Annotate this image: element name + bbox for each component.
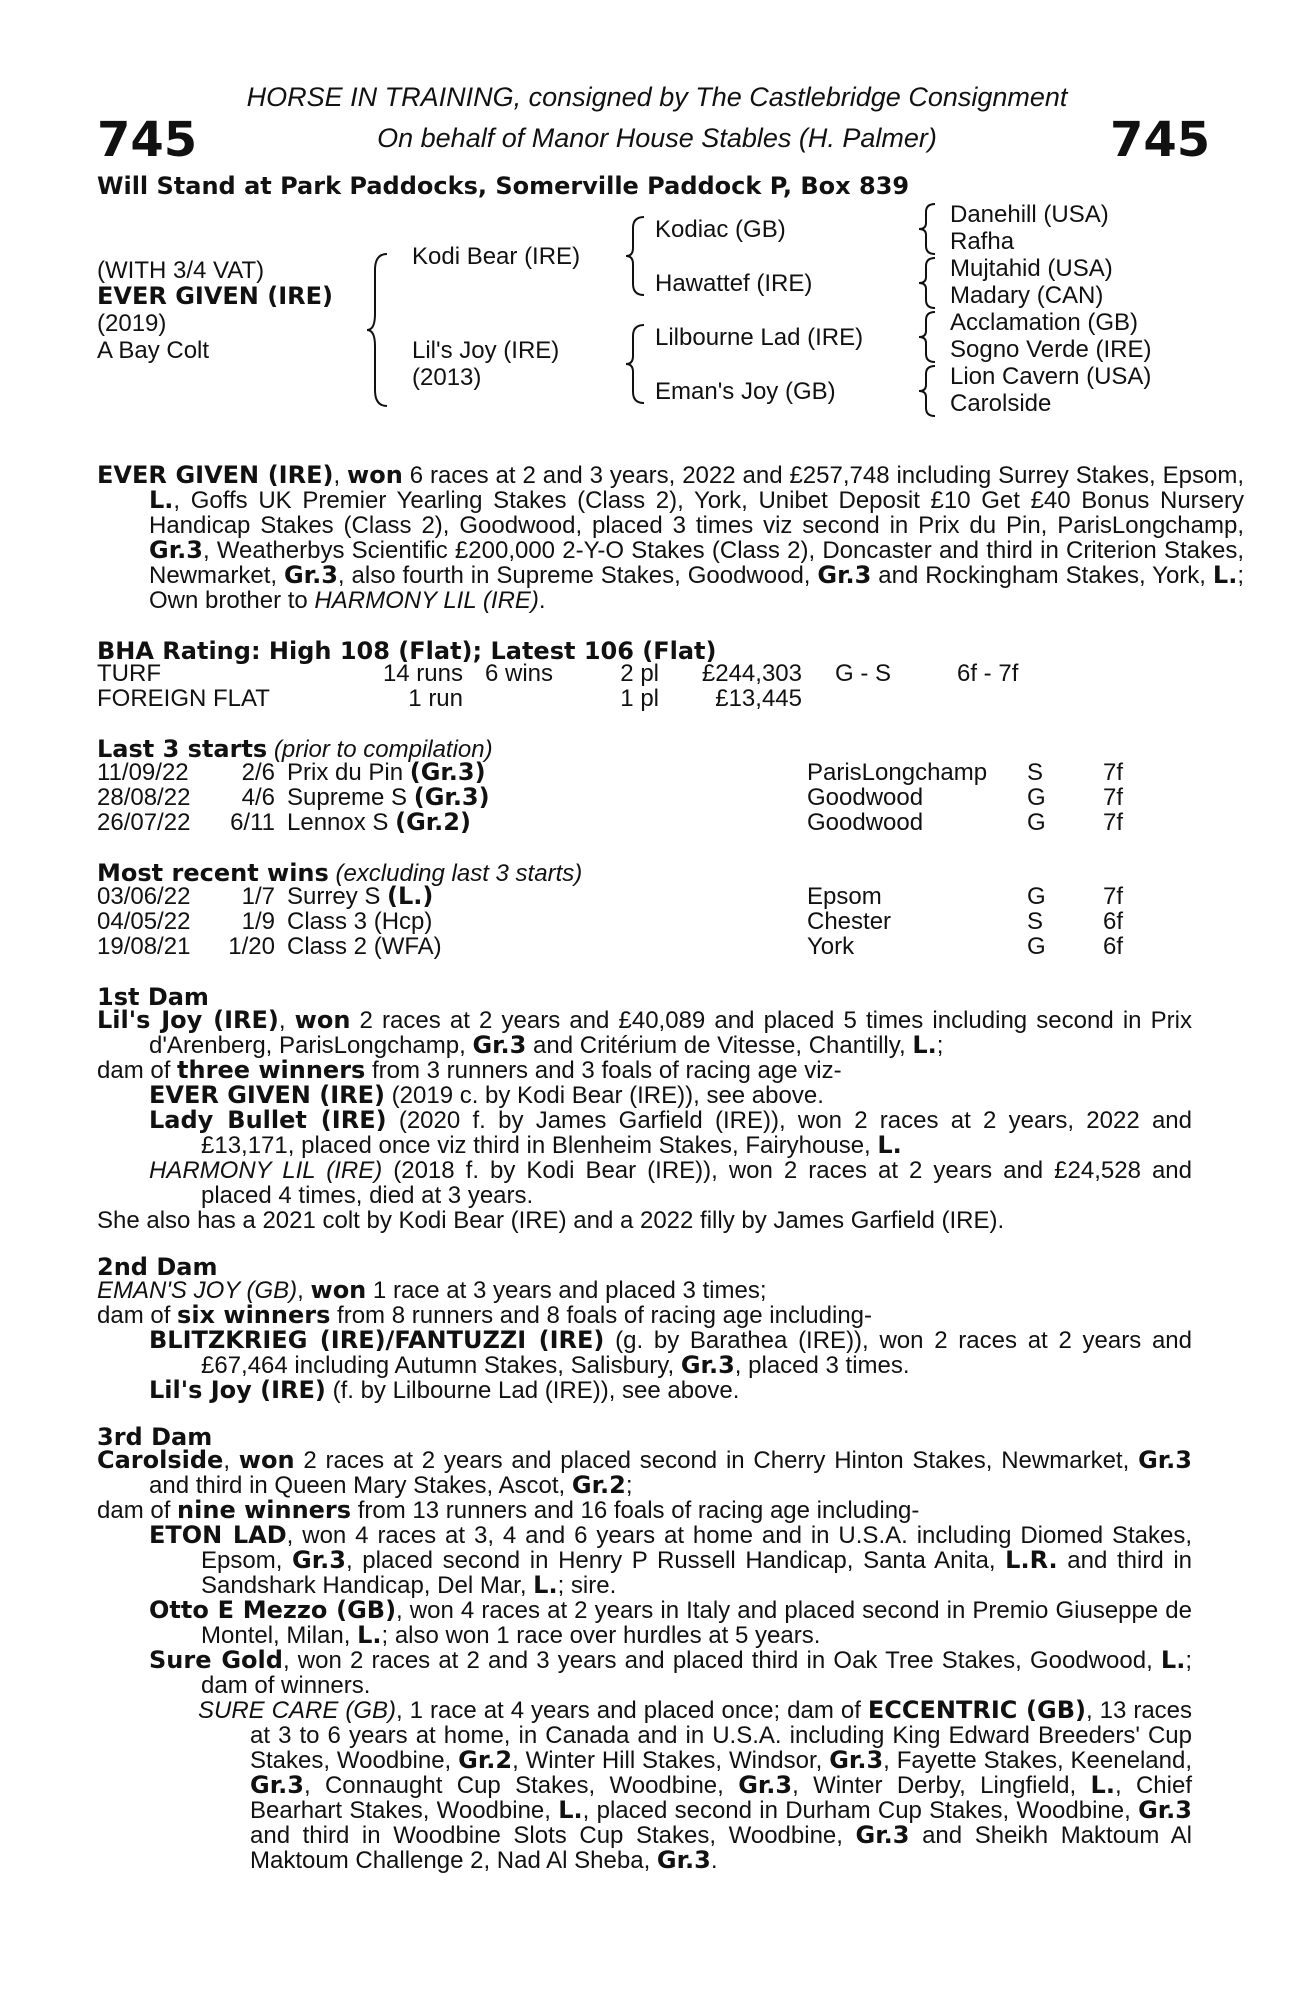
last3-row-position: 6/11: [230, 809, 275, 836]
brace-g4: [917, 364, 939, 418]
last3-row-course: Goodwood: [807, 809, 924, 836]
brace-sire-parents: [624, 214, 650, 298]
bha-prize-money: £244,303: [701, 660, 802, 687]
last3-row-position: 2/6: [241, 759, 275, 786]
last3-row-going: G: [1027, 809, 1046, 836]
last3-row-going: S: [1027, 759, 1044, 786]
brace-g3: [917, 310, 939, 364]
recent-row-position: 1/9: [241, 908, 275, 935]
last3-row-course: ParisLongchamp: [807, 759, 988, 786]
recent-row-date: 19/08/21: [97, 933, 191, 960]
bha-runs: 14 runs: [382, 660, 463, 687]
last3-row-race: Lennox S (Gr.2): [287, 808, 471, 836]
last3-row-distance: 7f: [1103, 759, 1124, 786]
bha-row-label: FOREIGN FLAT: [97, 685, 270, 712]
recent-row-race: Class 3 (Hcp): [287, 908, 433, 935]
horse-name: EVER GIVEN (IRE): [97, 282, 333, 310]
sire: Kodi Bear (IRE): [412, 243, 581, 270]
dam-year: (2013): [412, 364, 482, 391]
last3-row-date: 28/08/22: [97, 784, 191, 811]
recent-row-date: 04/05/22: [97, 908, 191, 935]
brace-sire-dam: [365, 250, 395, 410]
ggp-8: Carolside: [950, 390, 1052, 417]
bha-prize-money: £13,445: [715, 685, 802, 712]
recent-row-going: G: [1027, 933, 1046, 960]
bha-placed: 2 pl: [620, 660, 659, 687]
last3-heading: Last 3 starts (prior to compilation): [97, 735, 493, 763]
third-dam-section: Carolside, won 2 races at 2 years and placed second in Cherry Hinton Stakes, Newmarket, Gr.3 and third in Queen Mary Stakes, Ascot, Gr.2; dam of nine winners from 13 runners and 16 foals of racing age including- ETON LAD, won 4 races at 3, 4 and 6 years at home and in U.S.A. including Diomed Stakes, Epsom, Gr.3, placed second in Henry P Russell Handicap, Santa Anita, L.R. and third in Sandshark Handicap, Del Mar, L.; sire. Otto E Mezzo (GB), won 4 races at 2 years in Italy and placed second in Premio Giuseppe de Montel, Milan, L.; also won 1 race over hurdles at 5 years. Sure Gold, won 2 races at 2 and 3 years and placed third in Oak Tree Stakes, Goodwood, L.; dam of winners. SURE CARE (GB), 1 race at 4 years and placed once; dam of ECCENTRIC (GB), 13 races at 3 to 6 years at home, in Canada and in U.S.A. including King Edward Breeders' Cup Stakes, Woodbine, Gr.2, Winter Hill Stakes, Windsor, Gr.3, Fayette Stakes, Keeneland, Gr.3, Connaught Cup Stakes, Woodbine, Gr.3, Winter Derby, Lingfield, L., Chief Bearhart Stakes, Woodbine, L., placed second in Durham Cup Stakes, Woodbine, Gr.3 and third in Woodbine Slots Cup Stakes, Woodbine, Gr.3 and Sheikh Maktoum Al Maktoum Challenge 2, Nad Al Sheba, Gr.3.: [97, 1446, 1193, 1874]
bha-placed: 1 pl: [620, 685, 659, 712]
ggp-6: Sogno Verde (IRE): [950, 336, 1152, 363]
brace-dam-parents: [624, 322, 650, 406]
ggp-4: Madary (CAN): [950, 282, 1104, 309]
recent-row-distance: 7f: [1103, 883, 1124, 910]
dam-dam: Eman's Joy (GB): [655, 378, 836, 405]
first-dam-section: Lil's Joy (IRE), won 2 races at 2 years and £40,089 and placed 5 times including second in Prix d'Arenberg, ParisLongchamp, Gr.3 and Critérium de Vitesse, Chantilly, L.; dam of three winners from 3 runners and 3 foals of racing age viz- EVER GIVEN (IRE) (2019 c. by Kodi Bear (IRE)), see above. Lady Bullet (IRE) (2020 f. by James Garfield (IRE)), won 2 races at 2 years, 2022 and £13,171, placed once viz third in Blenheim Stakes, Fairyhouse, L. HARMONY LIL (IRE) (2018 f. by Kodi Bear (IRE)), won 2 races at 2 years and £24,528 and placed 4 times, died at 3 years. She also has a 2021 colt by Kodi Bear (IRE) and a 2022 filly by James Garfield (IRE).: [97, 1006, 1193, 1234]
dam: Lil's Joy (IRE): [412, 337, 560, 364]
sire-sire: Kodiac (GB): [655, 216, 786, 243]
last3-row-date: 26/07/22: [97, 809, 191, 836]
bha-wins: 6 wins: [485, 660, 554, 687]
ggp-2: Rafha: [950, 228, 1015, 255]
bha-going: G - S: [835, 660, 892, 687]
bha-distance: 6f - 7f: [957, 660, 1019, 687]
ggp-5: Acclamation (GB): [950, 309, 1139, 336]
second-dam-heading: 2nd Dam: [97, 1253, 218, 1281]
ggp-1: Danehill (USA): [950, 201, 1109, 228]
recent-row-course: Epsom: [807, 883, 882, 910]
recent-row-course: York: [807, 933, 855, 960]
consignment-line: HORSE IN TRAINING, consigned by The Castlebridge Consignment: [246, 82, 1068, 112]
recent-row-position: 1/7: [241, 883, 275, 910]
recent-row-distance: 6f: [1103, 908, 1124, 935]
foaling-year: (2019): [97, 310, 167, 337]
last3-row-race: Supreme S (Gr.3): [287, 783, 490, 811]
recent-row-race: Class 2 (WFA): [287, 933, 442, 960]
recent-row-position: 1/20: [228, 933, 275, 960]
last3-row-distance: 7f: [1103, 784, 1124, 811]
recent-row-going: G: [1027, 883, 1046, 910]
brother-name: HARMONY LIL (IRE): [314, 587, 539, 614]
summary-won: won: [347, 461, 403, 489]
dam-sire: Lilbourne Lad (IRE): [655, 324, 864, 351]
last3-row-race: Prix du Pin (Gr.3): [287, 758, 486, 786]
brace-g2: [917, 256, 939, 310]
bha-rating: BHA Rating: High 108 (Flat); Latest 106 (Flat): [97, 637, 717, 665]
sire-dam: Hawattef (IRE): [655, 270, 813, 297]
recent-row-date: 03/06/22: [97, 883, 191, 910]
lot-number-right: 745: [1110, 112, 1211, 168]
brace-g1: [917, 202, 939, 256]
recent-row-race: Surrey S (L.): [287, 882, 434, 910]
race-summary: EVER GIVEN (IRE), won 6 races at 2 and 3 years, 2022 and £257,748 including Surrey Stakes, Epsom, L., Goffs UK Premier Yearling Stakes (Class 2), York, Unibet Deposit £10 Get £40 Bonus Nursery Handicap Stakes (Class 2), Goodwood, placed 3 times viz second in Prix du Pin, ParisLongchamp, Gr.3, Weatherbys Scientific £200,000 2-Y-O Stakes (Class 2), Doncaster and third in Criterion Stakes, Newmarket, Gr.3, also fourth in Supreme Stakes, Goodwood, Gr.3 and Rockingham Stakes, York, L.; Own brother to HARMONY LIL (IRE).: [97, 461, 1244, 614]
consignor-line: On behalf of Manor House Stables (H. Palmer): [377, 123, 937, 153]
last3-row-date: 11/09/22: [97, 759, 189, 786]
ggp-3: Mujtahid (USA): [950, 255, 1113, 282]
recent-row-distance: 6f: [1103, 933, 1124, 960]
stand-location: Will Stand at Park Paddocks, Somerville Paddock P, Box 839: [97, 172, 910, 200]
lot-number-left: 745: [97, 112, 198, 168]
first-dam-heading: 1st Dam: [97, 983, 209, 1011]
summary-name: EVER GIVEN (IRE): [97, 461, 334, 489]
recent-row-course: Chester: [807, 908, 892, 935]
last3-row-course: Goodwood: [807, 784, 924, 811]
ggp-7: Lion Cavern (USA): [950, 363, 1152, 390]
recent-heading: Most recent wins (excluding last 3 starts): [97, 859, 583, 887]
last3-row-position: 4/6: [241, 784, 275, 811]
second-dam-section: EMAN'S JOY (GB), won 1 race at 3 years and placed 3 times; dam of six winners from 8 runners and 8 foals of racing age including- BLITZKRIEG (IRE)/FANTUZZI (IRE) (g. by Barathea (IRE)), won 2 races at 2 years and £67,464 including Autumn Stakes, Salisbury, Gr.3, placed 3 times. Lil's Joy (IRE) (f. by Lilbourne Lad (IRE)), see above.: [97, 1276, 1192, 1404]
horse-description: A Bay Colt: [97, 337, 210, 364]
third-dam-heading: 3rd Dam: [97, 1423, 213, 1451]
recent-row-going: S: [1027, 908, 1044, 935]
last3-row-distance: 7f: [1103, 809, 1124, 836]
last3-row-going: G: [1027, 784, 1046, 811]
bha-row-label: TURF: [97, 660, 161, 687]
vat-note: (WITH 3/4 VAT): [97, 257, 265, 284]
bha-runs: 1 run: [408, 685, 463, 712]
